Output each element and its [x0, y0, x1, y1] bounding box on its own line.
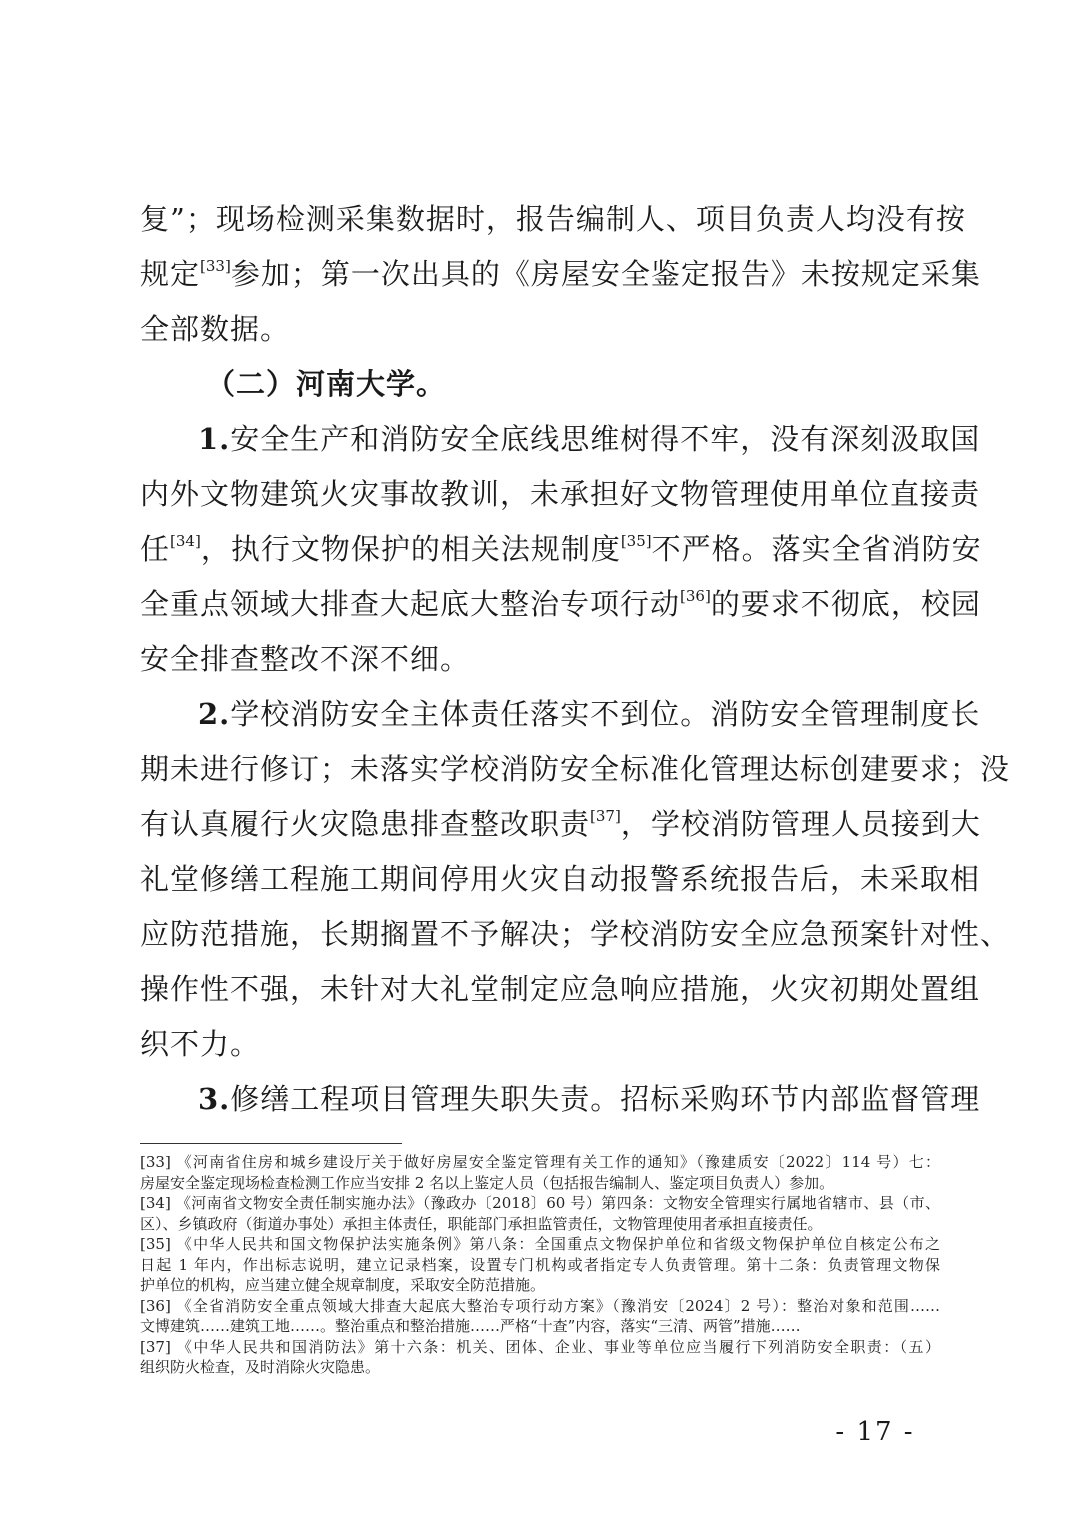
footnote-ref[interactable]: [33] [200, 257, 231, 275]
body-line: 期未进行修订；未落实学校消防安全标准化管理达标创建要求；没 [140, 752, 1011, 786]
body-line [140, 412, 981, 467]
footnote-line: 区）、乡镇政府（街道办事处）承担主体责任，职能部门承担监管责任，文物管理使用者承担直接责任。 [140, 1214, 823, 1233]
body-text-run: ，执行文物保护的相关法规制度 [200, 532, 621, 566]
footnote-line: [33] 《河南省住房和城乡建设厅关于做好房屋安全鉴定管理有关工作的通知》（豫建质安〔2022〕114 号）七： [140, 1153, 940, 1171]
footnote-37 [140, 1337, 940, 1378]
footnote-line: 护单位的机构，应当建立健全规章制度，采取安全防范措施。 [140, 1276, 546, 1294]
body-line [140, 687, 981, 742]
body-line [140, 247, 981, 302]
footnote-34 [140, 1193, 940, 1234]
item-number: 2. [198, 697, 231, 731]
body-line: 安全排查整改不深不细。 [140, 642, 471, 676]
page-number: - 17 - [835, 1417, 915, 1447]
footnote-ref[interactable]: [37] [590, 807, 621, 825]
body-line: 复”；现场检测采集数据时，报告编制人、项目负责人均没有按 [140, 202, 966, 236]
footnote-line: 日起 1 年内，作出标志说明，建立记录档案，设置专门机构或者指定专人负责管理。第十二条：负责管理文物保 [140, 1255, 940, 1274]
body-line [140, 522, 982, 577]
footnote-33 [140, 1152, 940, 1193]
body-text-run: 参加；第一次出具的《房屋安全鉴定报告》未按规定采集 [230, 257, 981, 291]
body-line: 内外文物建筑火灾事故教训，未承担好文物管理使用单位直接责 [140, 477, 981, 511]
footnote-ref[interactable]: [35] [620, 532, 652, 550]
footnote-line: [35] 《中华人民共和国文物保护法实施条例》第八条：全国重点文物保护单位和省级文物保护单位自核定公布之 [140, 1235, 940, 1253]
item-number: 1. [198, 422, 231, 456]
body-text-run: 有认真履行火灾隐患排查整改职责 [140, 807, 591, 841]
footnote-line: [36] 《全省消防安全重点领域大排查大起底大整治专项行动方案》（豫消安〔2024〕2 号）：整治对象和范围…… [140, 1296, 940, 1315]
footnote-line: [34] 《河南省文物安全责任制实施办法》（豫政办〔2018〕60 号）第四条：文物安全管理实行属地省辖市、县（市、 [140, 1194, 940, 1212]
body-text-run: 安全生产和消防安全底线思维树得不牢，没有深刻汲取国 [230, 422, 981, 456]
body-line [140, 577, 981, 632]
item-number: 3. [198, 1082, 231, 1116]
body-text [140, 192, 1011, 1127]
section-heading: （二）河南大学。 [206, 367, 447, 401]
footnote-line: 文博建筑……建筑工地……。整治重点和整治措施……严格“十查”内容，落实“三清、两管”措施…… [140, 1317, 801, 1335]
body-text-run: ，学校消防管理人员接到大 [620, 807, 981, 841]
footnote-divider [140, 1143, 402, 1144]
footnote-ref[interactable]: [36] [680, 587, 711, 605]
footnotes [140, 1152, 940, 1378]
body-text-run: 修缮工程项目管理失职失责。招标采购环节内部监督管理 [230, 1082, 981, 1116]
body-line: 应防范措施，长期搁置不予解决；学校消防安全应急预案针对性、 [140, 917, 1011, 951]
footnote-ref[interactable]: [34] [170, 532, 201, 550]
footnote-36 [140, 1296, 940, 1337]
body-text-run: 任 [140, 532, 171, 566]
body-line: 礼堂修缮工程施工期间停用火灾自动报警系统报告后，未采取相 [140, 862, 981, 896]
body-line: 操作性不强，未针对大礼堂制定应急响应措施，火灾初期处置组 [140, 972, 981, 1006]
footnote-35 [140, 1234, 940, 1296]
body-text-run: 不严格。落实全省消防安 [651, 532, 982, 566]
body-line [140, 797, 981, 852]
footnote-line: 房屋安全鉴定现场检查检测工作应当安排 2 名以上鉴定人员（包括报告编制人、鉴定项目负责人）参加。 [140, 1173, 835, 1192]
body-text-run: 学校消防安全主体责任落实不到位。消防安全管理制度长 [230, 697, 981, 731]
body-line: 全部数据。 [140, 312, 291, 346]
body-text-run: 的要求不彻底，校园 [710, 587, 981, 621]
body-text-run: 规定 [140, 257, 201, 291]
body-line [140, 1072, 981, 1127]
footnote-line: [37] 《中华人民共和国消防法》第十六条：机关、团体、企业、事业等单位应当履行下列消防安全职责：（五） [140, 1337, 940, 1356]
footnote-line: 组织防火检查，及时消除火灾隐患。 [140, 1358, 381, 1376]
body-text-run: 全重点领域大排查大起底大整治专项行动 [140, 587, 681, 621]
body-line: 织不力。 [140, 1027, 261, 1061]
